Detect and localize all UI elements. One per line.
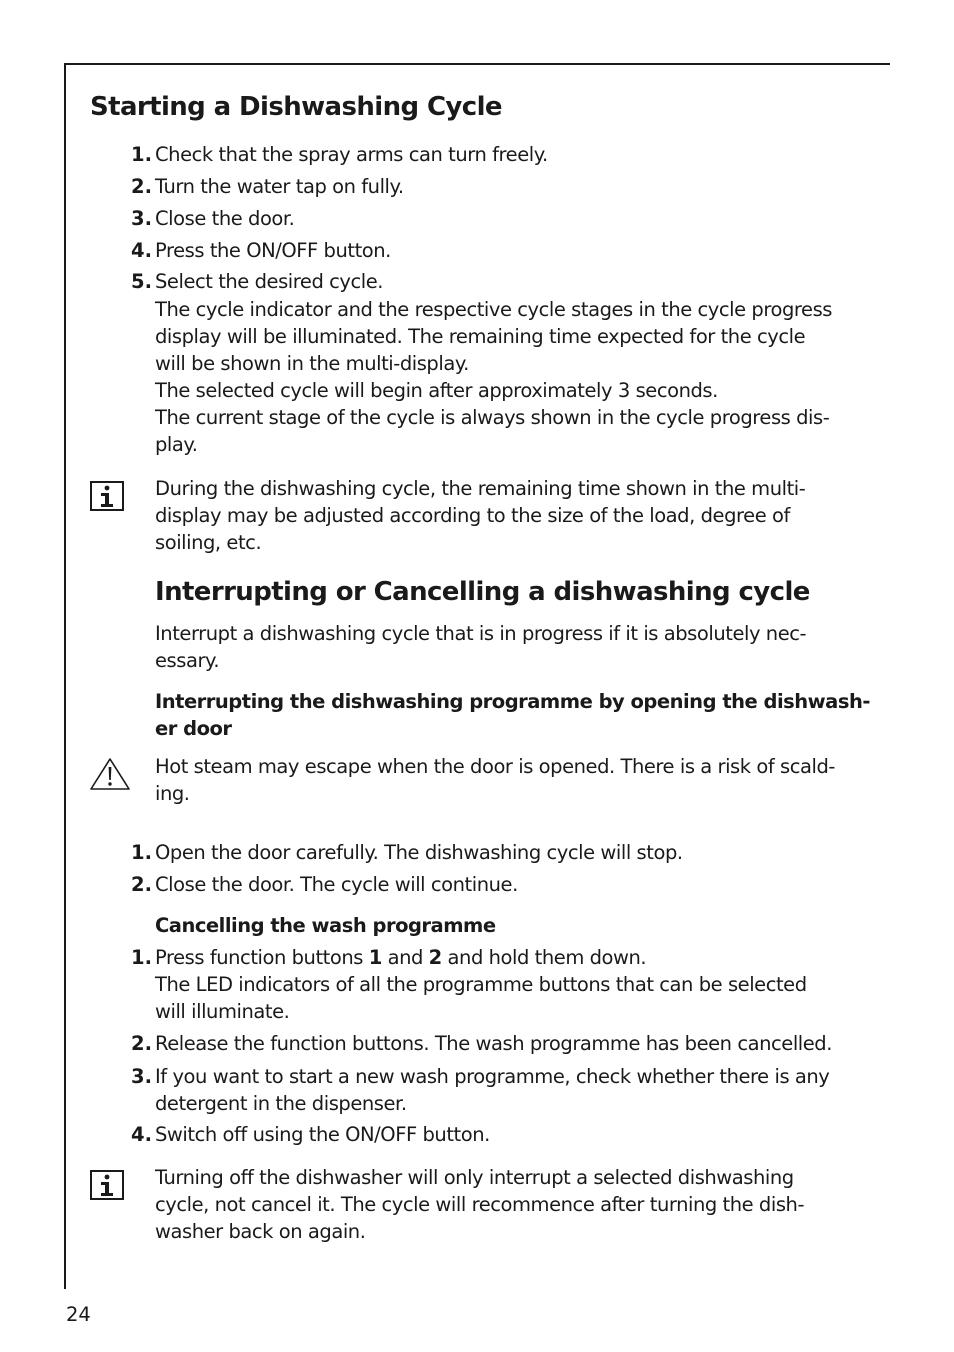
text-line: will be shown in the multi-display. [155,352,469,375]
step-text: Press the ON/OFF button. [155,239,391,262]
text-line: During the dishwashing cycle, the remaining time shown in the multi- [155,477,806,500]
step-number: 3. [131,1065,152,1088]
step-text: Turn the water tap on fully. [155,175,404,198]
text-line: cycle, not cancel it. The cycle will recommence after turning the dish- [155,1193,805,1216]
text-line: The selected cycle will begin after approximately 3 seconds. [155,379,718,402]
text-line: The current stage of the cycle is always shown in the cycle progress dis- [155,406,830,429]
text-line: The cycle indicator and the respective cycle stages in the cycle progress [155,298,833,321]
step-text [155,944,646,971]
page-frame-left-rule [64,63,66,1289]
text-fragment: and [381,946,429,969]
text-line: er door [155,717,232,740]
step-3-detail [155,1090,407,1117]
interrupt-intro [155,620,806,674]
step-number: 4. [131,239,152,262]
step-text: Check that the spray arms can turn freely. [155,143,548,166]
text-line: washer back on again. [155,1220,366,1243]
section-title-starting-cycle: Starting a Dishwashing Cycle [90,92,502,122]
info-note-turning-off [155,1164,804,1245]
text-line: display will be illuminated. The remaining time expected for the cycle [155,325,806,348]
step-number: 2. [131,1032,152,1055]
text-line: Interrupt a dishwashing cycle that is in progress if it is absolutely nec- [155,622,807,645]
step-text: Close the door. The cycle will continue. [155,873,518,896]
page-number: 24 [66,1303,91,1326]
text-fragment: and hold them down. [441,946,647,969]
text-fragment: Press function buttons [155,946,369,969]
page-frame-top-rule [64,63,890,65]
step-text: Select the desired cycle. [155,270,384,293]
step-number: 4. [131,1123,152,1146]
text-line: Hot steam may escape when the door is opened. There is a risk of scald- [155,755,835,778]
step-number: 2. [131,873,152,896]
text-line: ing. [155,782,190,805]
step-number: 1. [131,841,152,864]
text-line: will illuminate. [155,1000,290,1023]
info-note-remaining-time [155,475,805,556]
step-5-detail [155,296,832,458]
info-icon [90,1170,124,1200]
text-line: play. [155,433,198,456]
text-line: detergent in the dispenser. [155,1092,407,1115]
subheading-open-door [155,688,870,742]
text-line: essary. [155,649,220,672]
text-line: soiling, etc. [155,531,262,554]
step-1-detail [155,971,807,1025]
section-title-interrupting: Interrupting or Cancelling a dishwashing cycle [155,577,810,607]
step-number: 1. [131,946,152,969]
step-number: 1. [131,143,152,166]
step-text: Open the door carefully. The dishwashing cycle will stop. [155,841,683,864]
step-text: Switch off using the ON/OFF button. [155,1123,490,1146]
button-ref-2: 2 [428,946,442,969]
step-number: 5. [131,270,152,293]
button-ref-1: 1 [368,946,382,969]
subheading-cancelling: Cancelling the wash programme [155,914,496,937]
text-line: display may be adjusted according to the size of the load, degree of [155,504,790,527]
step-text: Close the door. [155,207,295,230]
text-line: Interrupting the dishwashing programme by opening the dishwash- [155,690,870,713]
text-line: The LED indicators of all the programme buttons that can be selected [155,973,807,996]
step-number: 3. [131,207,152,230]
warning-icon [89,757,131,791]
info-icon [90,481,124,511]
warning-hot-steam [155,753,835,807]
step-text: If you want to start a new wash programme, check whether there is any [155,1065,830,1088]
text-line: Turning off the dishwasher will only interrupt a selected dishwashing [155,1166,794,1189]
step-text: Release the function buttons. The wash programme has been cancelled. [155,1032,832,1055]
step-number: 2. [131,175,152,198]
